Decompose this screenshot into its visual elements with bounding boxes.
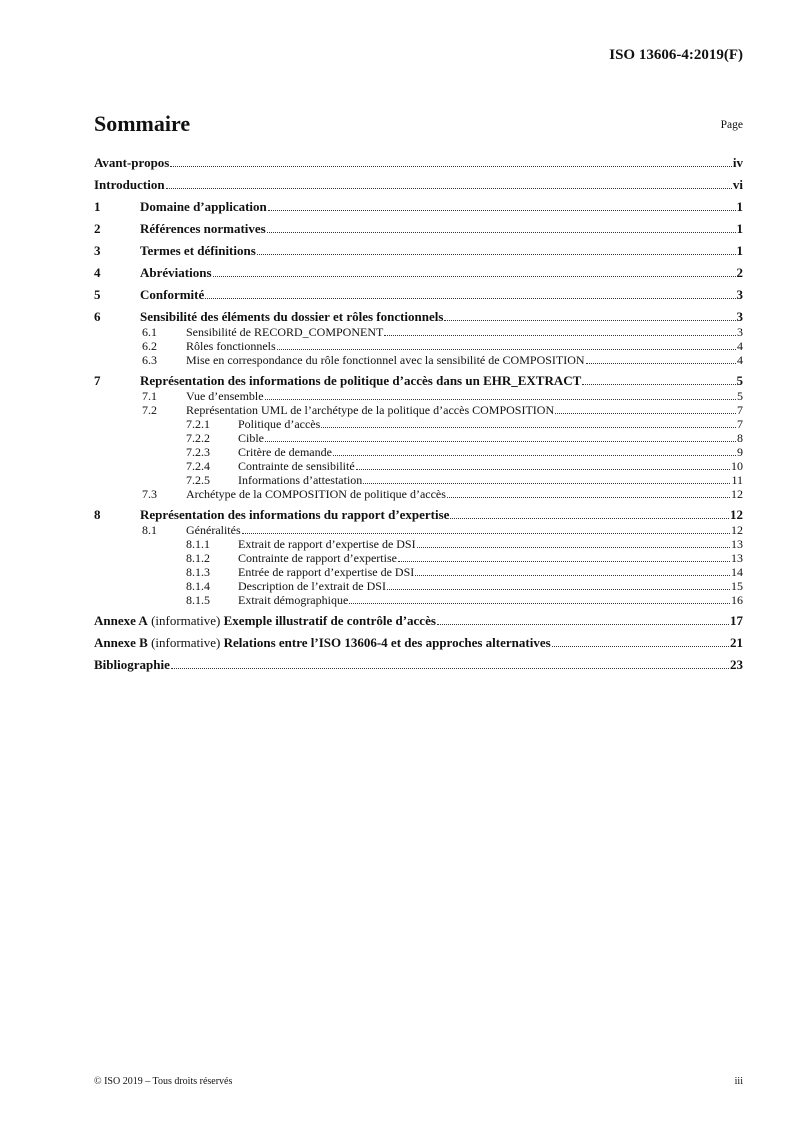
toc-entry-title: Rôles fonctionnels (186, 339, 276, 353)
toc-entry-title: Représentation des informations du rapport d’expertise (140, 507, 450, 522)
toc-entry[interactable] (94, 551, 743, 565)
toc-entry-page: 10 (731, 459, 743, 473)
toc-entry-number: 8.1.4 (186, 579, 210, 593)
toc-entry-page: 3 (736, 309, 743, 324)
toc-entry-page: 9 (737, 445, 743, 459)
toc-entry-number: 6.1 (142, 325, 157, 339)
dot-leader (450, 518, 729, 519)
toc-entry-page: iv (732, 155, 743, 170)
toc-entry-title: Abréviations (140, 265, 212, 280)
toc-entry-page: 7 (737, 403, 743, 417)
toc-entry-title: Critère de demande (238, 445, 332, 459)
toc-entry-number: 5 (94, 287, 101, 302)
toc-entry-number: 4 (94, 265, 101, 280)
toc-entry-title: Bibliographie (94, 657, 170, 672)
toc-entry-number: 7.3 (142, 487, 157, 501)
toc-entry-page: 7 (737, 417, 743, 431)
toc-entry-page: vi (732, 177, 743, 192)
toc-entry[interactable] (94, 286, 743, 303)
toc-entry-title: Avant-propos (94, 155, 170, 170)
toc-entry[interactable] (94, 473, 743, 487)
toc-entry-number: 6.3 (142, 353, 157, 367)
toc-entry-number: 8.1.1 (186, 537, 210, 551)
toc-entry-page: 23 (730, 657, 743, 672)
dot-leader (356, 469, 730, 470)
annex-label: Annexe A (94, 613, 148, 628)
toc-entry[interactable] (94, 325, 743, 339)
toc-entry-page: 13 (731, 551, 743, 565)
toc-entry[interactable] (94, 417, 743, 431)
dot-leader (447, 497, 730, 498)
dot-leader (387, 589, 730, 590)
toc-entry-page: 12 (731, 523, 743, 537)
dot-leader (333, 455, 736, 456)
dot-leader (586, 363, 736, 364)
dot-leader (552, 646, 729, 647)
toc-entry[interactable] (94, 459, 743, 473)
toc-entry-number: 7 (94, 373, 101, 388)
toc-entry[interactable] (94, 353, 743, 367)
toc-entry[interactable] (94, 372, 743, 389)
toc-entry[interactable] (94, 220, 743, 237)
toc-entry-number: 3 (94, 243, 101, 258)
dot-leader (582, 384, 735, 385)
toc-entry-number: 7.2.1 (186, 417, 210, 431)
toc-entry[interactable] (94, 523, 743, 537)
toc-entry-page: 3 (737, 325, 743, 339)
toc-entry[interactable] (94, 656, 743, 673)
toc-entry[interactable] (94, 389, 743, 403)
toc-entry[interactable] (94, 339, 743, 353)
dot-leader (321, 427, 736, 428)
annex-title: Relations entre l’ISO 13606-4 et des approches alternatives (223, 635, 551, 650)
toc-entry-number: 7.2.5 (186, 473, 210, 487)
toc-entry[interactable] (94, 612, 743, 629)
toc-entry-number: 7.2.3 (186, 445, 210, 459)
dot-leader (205, 298, 735, 299)
toc-entry[interactable] (94, 264, 743, 281)
toc-entry[interactable] (94, 634, 743, 651)
toc-entry[interactable] (94, 242, 743, 259)
toc-entry-number: 7.2.2 (186, 431, 210, 445)
toc-entry-title: Vue d’ensemble (186, 389, 264, 403)
toc-entry[interactable] (94, 403, 743, 417)
toc-entry[interactable] (94, 431, 743, 445)
toc-entry-title: Informations d’attestation (238, 473, 363, 487)
dot-leader (170, 166, 732, 167)
toc-entry-page: 3 (736, 287, 743, 302)
toc-entry[interactable] (94, 593, 743, 607)
dot-leader (384, 335, 736, 336)
toc-entry-title (94, 634, 551, 651)
table-of-contents (94, 154, 743, 673)
dot-leader (265, 399, 736, 400)
toc-entry-page: 12 (731, 487, 743, 501)
toc-entry-number: 8.1.3 (186, 565, 210, 579)
toc-entry-page: 21 (730, 635, 743, 650)
toc-entry-title: Sensibilité des éléments du dossier et rôles fonctionnels (140, 309, 444, 324)
toc-entry-page: 1 (736, 243, 743, 258)
toc-entry-page: 5 (737, 389, 743, 403)
dot-leader (213, 276, 736, 277)
toc-entry[interactable] (94, 565, 743, 579)
annex-qualifier: (informative) (147, 635, 224, 650)
toc-entry-title: Cible (238, 431, 264, 445)
toc-entry-page: 12 (730, 507, 743, 522)
toc-entry-title: Contrainte de sensibilité (238, 459, 355, 473)
page-title: Sommaire (94, 111, 191, 136)
toc-entry[interactable] (94, 537, 743, 551)
toc-entry-title: Description de l’extrait de DSI (238, 579, 386, 593)
toc-entry[interactable] (94, 579, 743, 593)
toc-entry-number: 6.2 (142, 339, 157, 353)
toc-entry-number: 1 (94, 199, 101, 214)
toc-entry-title: Généralités (186, 523, 241, 537)
document-identifier: ISO 13606-4:2019(F) (609, 47, 743, 63)
dot-leader (267, 232, 736, 233)
toc-entry-title: Sensibilité de RECORD_COMPONENT (186, 325, 384, 339)
page-column-label: Page (720, 119, 743, 131)
toc-entry-title: Extrait de rapport d’expertise de DSI (238, 537, 416, 551)
dot-leader (257, 254, 736, 255)
footer-copyright: © ISO 2019 – Tous droits réservés (94, 1076, 233, 1087)
toc-entry-title (94, 612, 436, 629)
toc-entry-title: Archétype de la COMPOSITION de politique d’accès (186, 487, 446, 501)
toc-entry-number: 8 (94, 507, 101, 522)
toc-entry-title: Extrait démographique (238, 593, 349, 607)
toc-entry[interactable] (94, 308, 743, 325)
toc-entry-title: Introduction (94, 177, 165, 192)
footer-page-number: iii (734, 1076, 743, 1087)
toc-entry-page: 8 (737, 431, 743, 445)
toc-entry[interactable] (94, 154, 743, 171)
dot-leader (166, 188, 732, 189)
toc-entry-page: 14 (731, 565, 743, 579)
toc-entry-page: 13 (731, 537, 743, 551)
dot-leader (265, 441, 736, 442)
annex-title: Exemple illustratif de contrôle d’accès (223, 613, 436, 628)
toc-entry-title: Entrée de rapport d’expertise de DSI (238, 565, 415, 579)
toc-entry-title: Représentation des informations de politique d’accès dans un EHR_EXTRACT (140, 373, 582, 388)
toc-entry-title: Termes et définitions (140, 243, 256, 258)
dot-leader (415, 575, 730, 576)
toc-entry-page: 17 (730, 613, 743, 628)
toc-entry-title: Domaine d’application (140, 199, 267, 214)
toc-entry-number: 2 (94, 221, 101, 236)
toc-entry-title: Références normatives (140, 221, 266, 236)
toc-entry-page: 1 (736, 221, 743, 236)
dot-leader (417, 547, 730, 548)
dot-leader (268, 210, 736, 211)
toc-entry-number: 7.2 (142, 403, 157, 417)
toc-entry-page: 11 (731, 473, 743, 487)
toc-entry-number: 8.1.5 (186, 593, 210, 607)
toc-entry-number: 7.2.4 (186, 459, 210, 473)
toc-entry-page: 15 (731, 579, 743, 593)
toc-entry-number: 6 (94, 309, 101, 324)
toc-entry-title: Contrainte de rapport d’expertise (238, 551, 397, 565)
toc-entry-page: 1 (736, 199, 743, 214)
toc-entry-title: Mise en correspondance du rôle fonctionnel avec la sensibilité de COMPOSITION (186, 353, 585, 367)
dot-leader (398, 561, 730, 562)
toc-entry-page: 4 (737, 339, 743, 353)
toc-entry-number: 7.1 (142, 389, 157, 403)
toc-entry-number: 8.1.2 (186, 551, 210, 565)
annex-qualifier: (informative) (147, 613, 224, 628)
toc-entry-page: 2 (736, 265, 743, 280)
toc-entry-title: Conformité (140, 287, 205, 302)
toc-entry-title: Politique d’accès (238, 417, 321, 431)
dot-leader (444, 320, 735, 321)
toc-entry-page: 4 (737, 353, 743, 367)
toc-entry-title: Représentation UML de l’archétype de la politique d’accès COMPOSITION (186, 403, 555, 417)
dot-leader (242, 533, 730, 534)
toc-entry[interactable] (94, 198, 743, 215)
dot-leader (437, 624, 729, 625)
toc-entry-page: 5 (736, 373, 743, 388)
toc-entry-number: 8.1 (142, 523, 157, 537)
toc-entry[interactable] (94, 487, 743, 501)
toc-entry-page: 16 (731, 593, 743, 607)
dot-leader (277, 349, 736, 350)
toc-entry[interactable] (94, 445, 743, 459)
annex-label: Annexe B (94, 635, 148, 650)
toc-entry[interactable] (94, 506, 743, 523)
dot-leader (171, 668, 729, 669)
dot-leader (349, 603, 730, 604)
dot-leader (555, 413, 736, 414)
dot-leader (363, 483, 730, 484)
toc-entry[interactable] (94, 176, 743, 193)
